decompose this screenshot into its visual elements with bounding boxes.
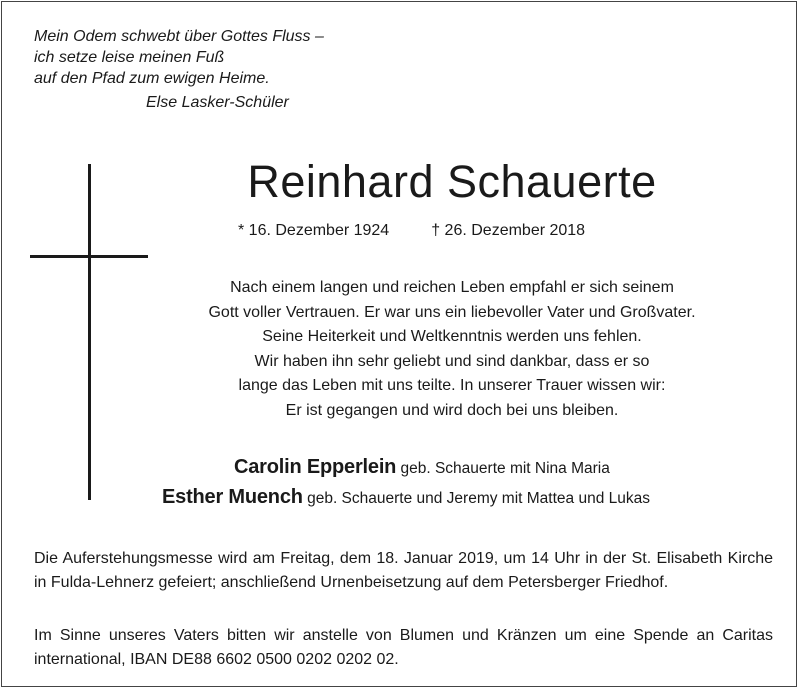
obituary-notice	[1, 1, 797, 687]
tribute-line: Nach einem langen und reichen Leben empfahl er sich seinem	[230, 279, 674, 296]
family-member-name: Esther Muench	[162, 486, 303, 508]
family-member-name: Carolin Epperlein	[234, 456, 397, 478]
cross-horizontal-bar	[30, 255, 148, 258]
poem-author: Else Lasker-Schüler	[146, 94, 289, 111]
service-info: Die Auferstehungsmesse wird am Freitag, dem 18. Januar 2019, um 14 Uhr in der St. Elisabeth Kirche in Fulda-Lehnerz gefeiert; anschließend Urnenbeisetzung auf dem Petersberger Friedhof.	[34, 550, 773, 591]
birth-date: * 16. Dezember 1924	[238, 222, 390, 239]
cross-vertical-bar	[88, 164, 91, 500]
tribute-line: Er ist gegangen und wird doch bei uns bleiben.	[285, 401, 619, 419]
death-date: † 26. Dezember 2018	[431, 222, 586, 239]
tribute-line: Wir haben ihn sehr geliebt und sind dankbar, dass er so	[254, 352, 650, 370]
deceased-name: Reinhard Schauerte	[247, 156, 657, 207]
life-dates	[238, 220, 585, 242]
family-member	[162, 453, 772, 483]
tribute-line: Seine Heiterkeit und Weltkenntnis werden uns fehlen.	[262, 328, 642, 345]
donation-request: Im Sinne unseres Vaters bitten wir anstelle von Blumen und Kränzen um eine Spende an Caritas international, IBAN DE88 6602 0500 0202 0202 02.	[34, 627, 773, 668]
family-member-detail: geb. Schauerte mit Nina Maria	[400, 460, 610, 477]
tribute-text	[152, 276, 752, 423]
family-member-detail: geb. Schauerte und Jeremy mit Mattea und Lukas	[307, 490, 650, 507]
tribute-line: Gott voller Vertrauen. Er war uns ein liebevoller Vater und Großvater.	[208, 303, 696, 321]
family-member	[162, 483, 772, 513]
poem-line: Mein Odem schwebt über Gottes Fluss –	[34, 28, 324, 45]
poem-line: ich setze leise meinen Fuß	[34, 49, 225, 66]
poem-quote	[34, 26, 324, 113]
family-signatures	[162, 453, 772, 513]
tribute-line: lange das Leben mit uns teilte. In unserer Trauer wissen wir:	[238, 377, 666, 394]
poem-line: auf den Pfad zum ewigen Heime.	[34, 70, 270, 87]
